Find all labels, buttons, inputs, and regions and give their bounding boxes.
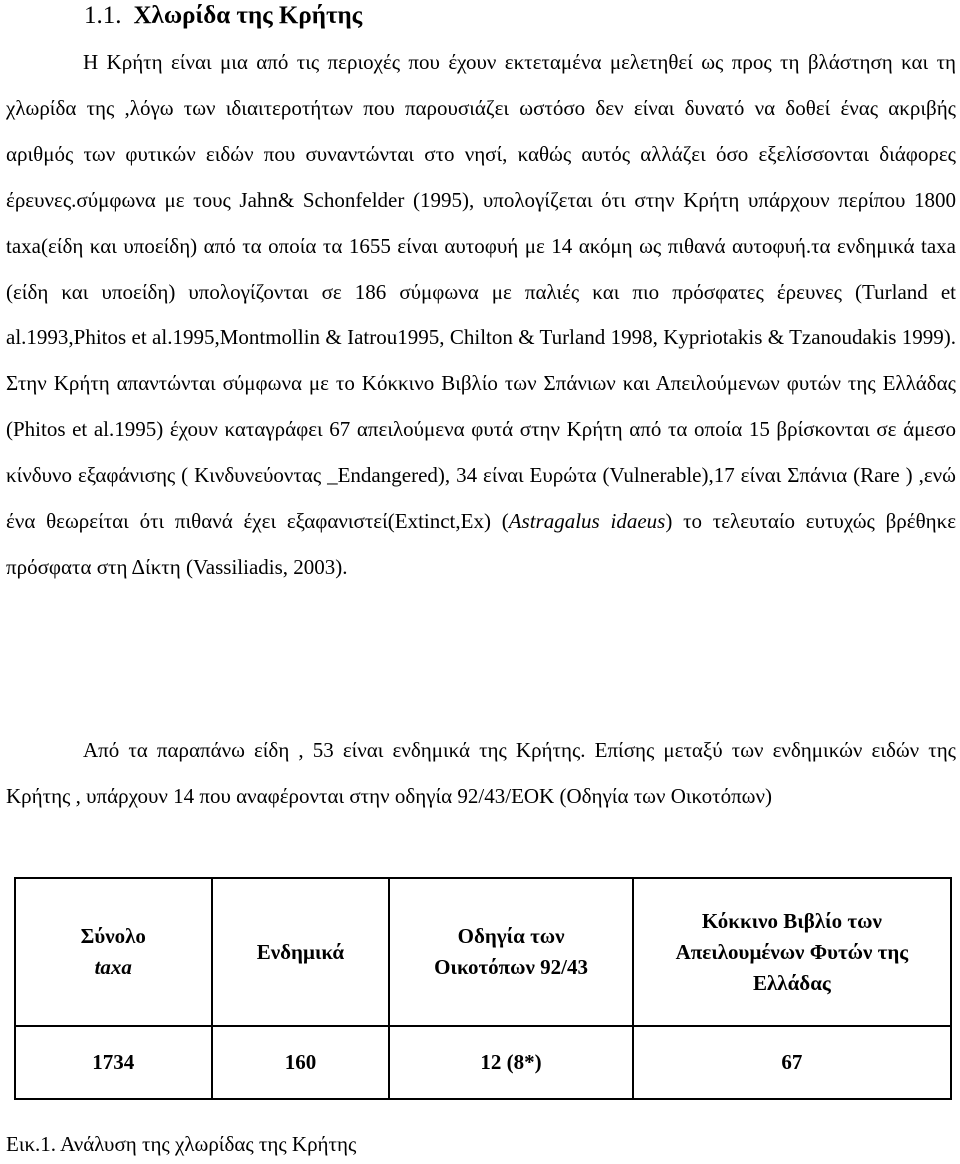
flora-summary-table [14, 877, 952, 1100]
paragraph-text-part2: ) το τελευταίο ευτυχώς βρέθηκε πρόσφατα στη Δίκτη (Vassiliadis, 2003). [6, 509, 957, 579]
species-name: Astragalus idaeus [508, 509, 666, 534]
header-total-taxa: Σύνολο taxa [15, 878, 212, 1026]
section-heading [84, 0, 362, 34]
section-number: 1.1. [84, 2, 122, 29]
table-row [15, 1026, 951, 1099]
paragraph-endemics: Από τα παραπάνω είδη , 53 είναι ενδημικά της Κρήτης. Επίσης μεταξύ των ενδημικών ειδών της Κρήτης , υπάρχουν 14 που αναφέρονται στην οδηγία 92/43/ΕΟΚ (Οδηγία των Οικοτόπων) [6, 738, 956, 808]
figure-caption: Εικ.1. Ανάλυση της χλωρίδας της Κρήτης [6, 1132, 357, 1156]
cell-endemics: 160 [212, 1026, 390, 1099]
cell-red-book: 67 [633, 1026, 951, 1099]
cell-habitats-directive: 12 (8*) [389, 1026, 632, 1099]
paragraph-text-part1: Η Κρήτη είναι μια από τις περιοχές που έχουν εκτεταμένα μελετηθεί ως προς τη βλάστηση και τη χλωρίδα της ,λόγω των ιδιαιτεροτήτων που παρουσιάζει ωστόσο δεν είναι δυνατό να δοθεί ένας ακριβής αριθμός των φυτικών ειδών που συναντώνται στο νησί, καθώς αυτός αλλάζει όσο εξελίσσονται διάφορες έρευνες.σύμφωνα με τους Jahn& Schonfelder (1995), υπολογίζεται ότι στην Κρήτη υπάρχουν περίπου 1800 taxa(είδη και υποείδη) από τα οποία τα 1655 είναι αυτοφυή με 14 ακόμη ως πιθανά αυτοφυή.τα ενδημικά taxa (είδη και υποείδη) υπολογίζονται σε 186 σύμφωνα με παλιές και πιο πρόσφατες έρευνες (Turland et al.1993,Phitos et al.1995,Montmollin & Iatrou1995, Chilton & Turland 1998, Kypriotakis & Tzanoudakis 1999). Στην Κρήτη απαντώνται σύμφωνα με το Κόκκινο Βιβλίο των Σπάνιων και Απειλούμενων φυτών της Ελλάδας (Phitos et al.1995) έχουν καταγράφει 67 απειλούμενα φυτά στην Κρήτη από τα οποία 15 βρίσκονται σε άμεσο κίνδυνο εξαφάνισης ( Κινδυνεύοντας _Endangered), 34 είναι Ευρώτα (Vulnerable),17 είναι Σπάνια (Rare ) ,ενώ ένα θεωρείται ότι πιθανά έχει εξαφανιστεί(Extinct,Ex) ( [6, 50, 956, 534]
cell-total-taxa: 1734 [15, 1026, 212, 1099]
header-red-book: Κόκκινο Βιβλίο των Απειλουμένων Φυτών της Ελλάδας [633, 878, 951, 1026]
paragraph-flora-overview [6, 40, 956, 591]
section-title: Χλωρίδα της Κρήτης [133, 2, 363, 29]
header-endemics: Ενδημικά [212, 878, 390, 1026]
header-habitats-directive: Οδηγία των Οικοτόπων 92/43 [389, 878, 632, 1026]
table-header-row [15, 878, 951, 1026]
